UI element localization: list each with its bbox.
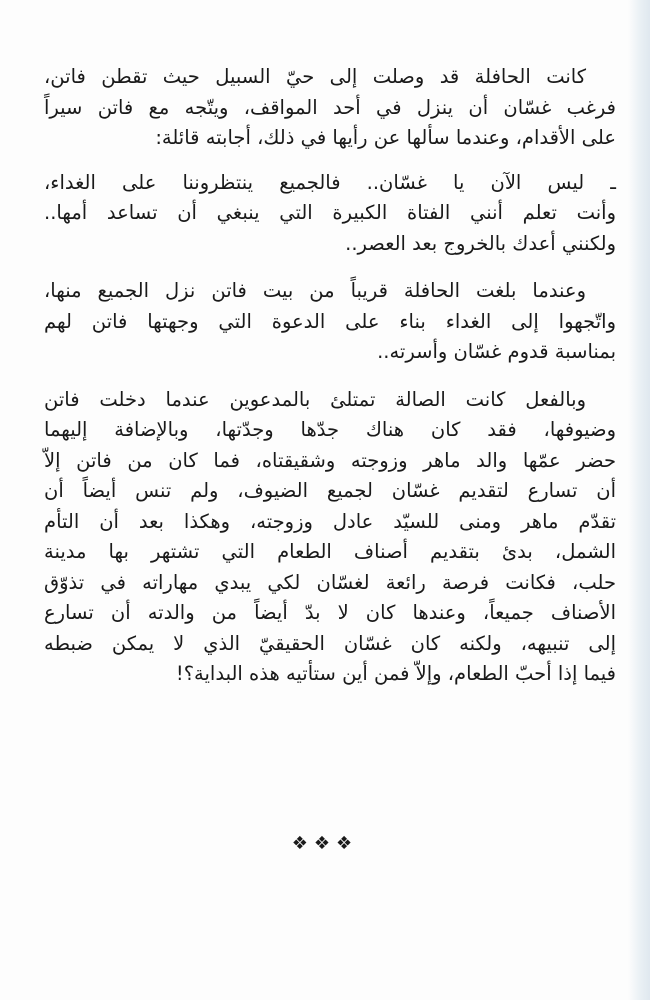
text-line: ولكنني أعدك بالخروج بعد العصر.. — [345, 231, 616, 255]
section-end-ornament: ❖❖❖ — [291, 833, 359, 854]
text-line: حضر عمّها والد ماهر وزوجته وشقيقتاه، فما كان من فاتن إلاّ — [44, 448, 616, 472]
text-line: وعندما بلغت الحافلة قريباً من بيت فاتن نزل الجميع منها، — [44, 279, 586, 302]
text-line: إلى تنبيهه، ولكنه كان غسّان الحقيقيّ الذي لا يمكن ضبطه — [44, 631, 616, 655]
text-line: الأصناف جميعاً، وعندها كان لا بدّ أيضاً من والدته أن تسارع — [44, 601, 616, 624]
text-line: كانت الحافلة قد وصلت إلى حيّ السبيل حيث تقطن فاتن، — [44, 65, 586, 88]
text-line: فيما إذا أحبّ الطعام، وإلاّ فمن أين ستأتيه هذه البداية؟! — [175, 662, 616, 685]
paragraph-2 — [44, 168, 616, 260]
text-line: أن تسارع لتقديم غسّان لجميع الضيوف، ولم تنس أيضاً أن — [44, 479, 616, 502]
text-line: واتّجهوا إلى الغداء بناء على الدعوة التي وجهتها فاتن لهم — [44, 309, 616, 333]
text-line: على الأقدام، وعندما سألها عن رأيها في ذلك، أجابته قائلة: — [155, 126, 616, 149]
text-line: ـ ليس الآن يا غسّان.. فالجميع ينتظروننا على الغداء، — [44, 170, 616, 194]
text-line: تقدّم ماهر ومنى للسيّد عادل وزوجته، وهكذا بعد أن التأم — [44, 509, 616, 533]
text-line: فرغب غسّان أن ينزل في أحد المواقف، ويتّجه مع فاتن سيراً — [44, 95, 616, 119]
paragraph-4 — [44, 385, 616, 690]
text-line: بمناسبة قدوم غسّان وأسرته.. — [377, 340, 616, 363]
text-line: وأنت تعلم أنني الفتاة الكبيرة التي ينبغي أن تساعد أمها.. — [44, 201, 616, 224]
text-line: وضيوفها، فقد كان هناك جدّها وجدّتها، وبالإضافة إليهما — [44, 418, 616, 441]
page-body-text — [44, 62, 616, 690]
paragraph-3 — [44, 276, 616, 368]
text-line: حلب، فكانت فرصة رائعة لغسّان لكي يبدي مهاراته في تذوّق — [44, 570, 616, 594]
paragraph-1 — [44, 62, 616, 154]
text-line: الشمل، بدئ بتقديم أصناف الطعام التي تشتهر بها مدينة — [44, 540, 616, 563]
text-line: وبالفعل كانت الصالة تمتلئ بالمدعوين عندما دخلت فاتن — [44, 387, 586, 411]
